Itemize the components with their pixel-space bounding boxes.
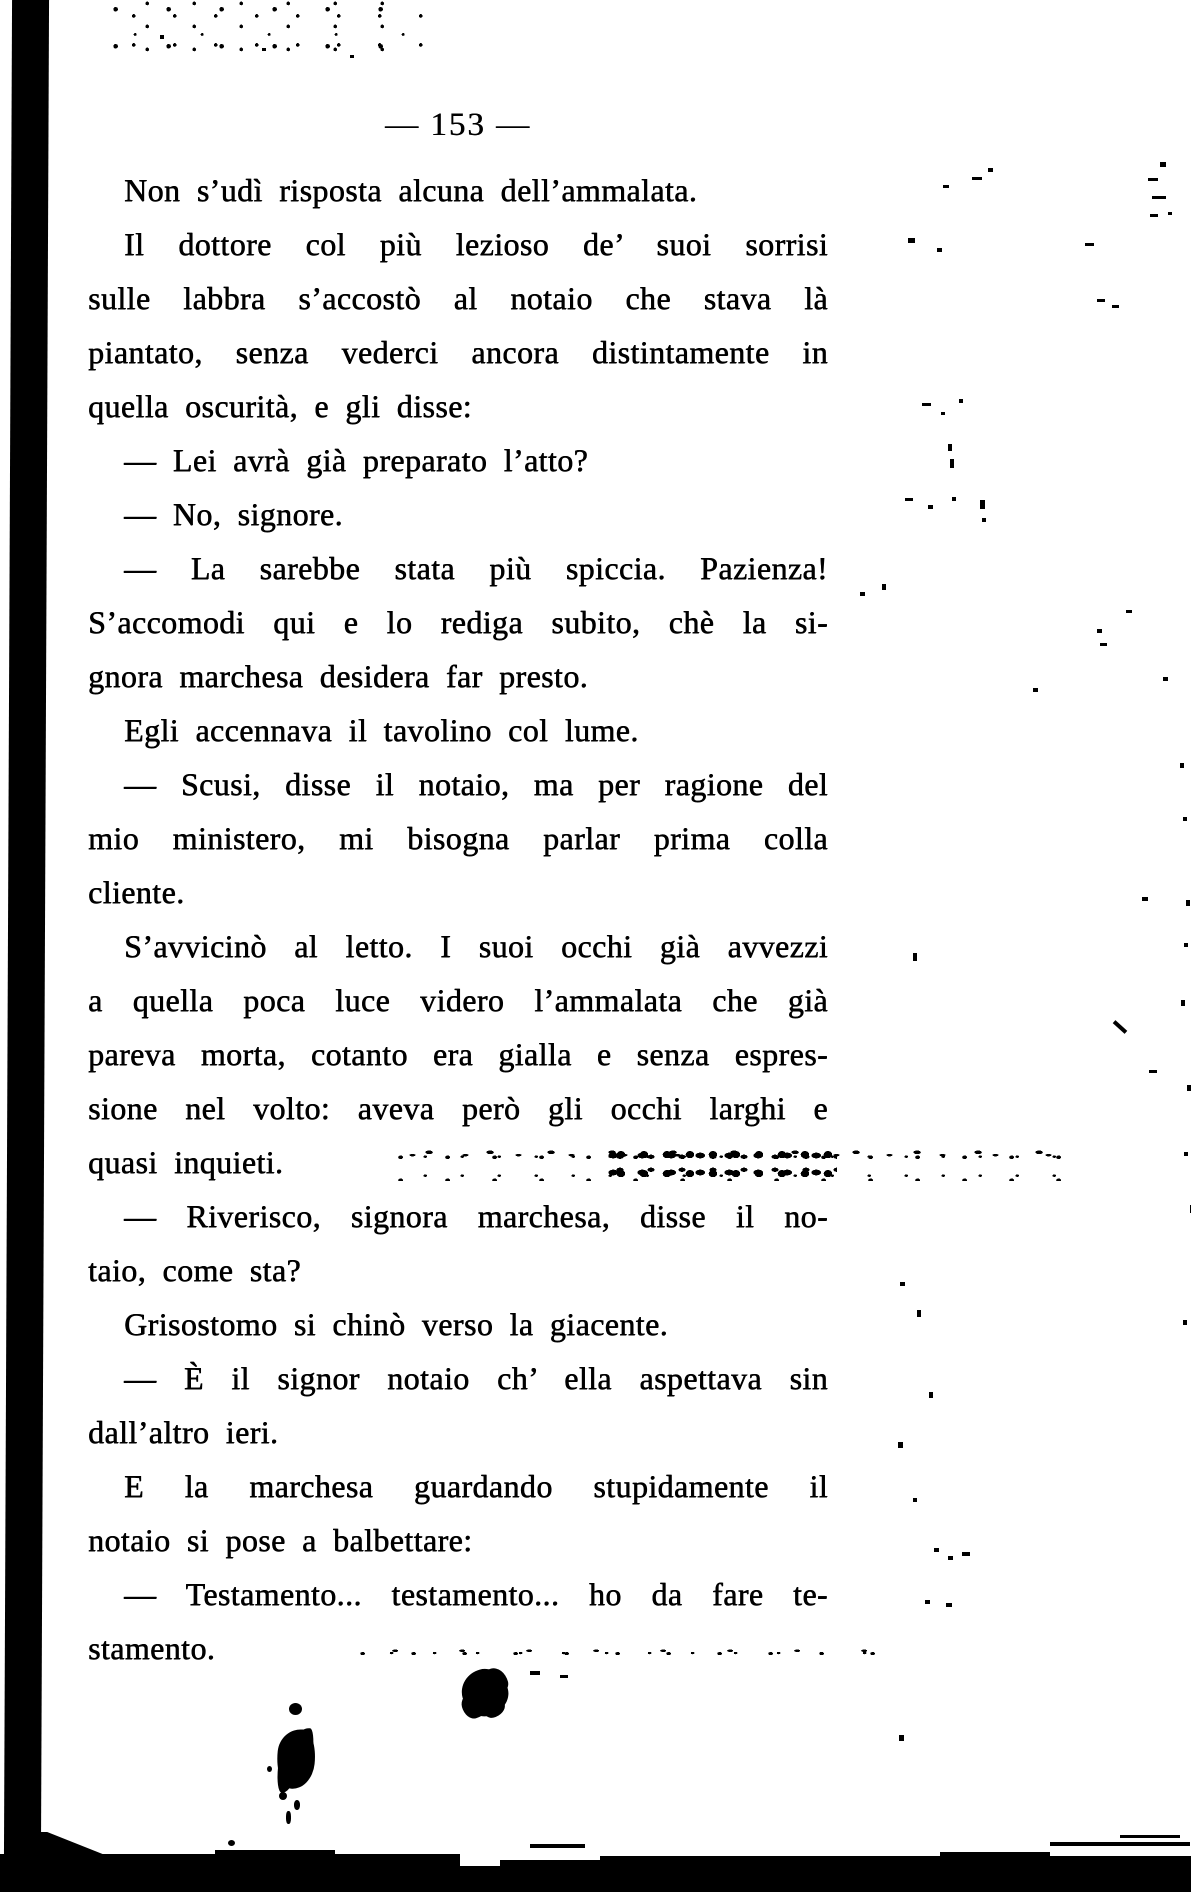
scan-speck	[972, 177, 982, 180]
scan-speck	[350, 55, 354, 58]
text-line: gnora marchesa desidera far presto.	[88, 658, 588, 694]
scan-speck	[962, 1552, 970, 1556]
scan-edge-streak	[745, 1858, 805, 1863]
scan-speck	[982, 518, 986, 522]
ink-smudge-after-stamento	[355, 1642, 875, 1668]
text-line: taio, come sta?	[88, 1252, 302, 1288]
scan-speck	[937, 248, 942, 252]
scan-speck	[913, 953, 917, 961]
text-line: — Lei avrà già preparato l’atto?	[124, 442, 589, 478]
scan-speck	[294, 1800, 300, 1810]
scan-speck	[1085, 243, 1094, 246]
text-line: E la marchesa guardando stupidamente il	[124, 1468, 828, 1504]
scan-speck	[913, 1498, 917, 1502]
scan-edge-streak	[600, 1856, 1191, 1868]
scan-edge-streak	[215, 1850, 335, 1855]
scan-speck	[941, 412, 945, 415]
scan-speck	[948, 444, 952, 451]
scan-speck	[925, 1600, 930, 1604]
scan-speck	[988, 168, 993, 172]
ink-blot-small	[274, 1727, 318, 1791]
ink-smudge-dense-patch	[606, 1147, 837, 1177]
scan-speck	[1183, 817, 1187, 821]
scan-speck	[228, 1840, 235, 1846]
scan-speck	[905, 498, 913, 501]
text-block	[88, 163, 828, 1675]
scan-speck	[1113, 1020, 1128, 1034]
scan-edge-streak	[940, 1852, 1050, 1857]
text-line: quasi inquieti.	[88, 1144, 284, 1180]
scan-speck	[1180, 763, 1184, 768]
scan-speck	[959, 399, 963, 403]
text-line: pareva morta, cotanto era gialla e senza espres-	[88, 1036, 828, 1072]
text-line: S’accomodi qui e lo rediga subito, chè la si-	[88, 604, 828, 640]
scan-speck	[908, 238, 915, 243]
text-line: stamento.	[88, 1630, 216, 1666]
text-line: S’avvicinò al letto. I suoi occhi già avvezzi	[124, 928, 828, 964]
scan-edge-streak	[1120, 1835, 1180, 1838]
scan-edge-streak	[0, 1866, 1191, 1892]
scan-speck	[898, 1442, 903, 1448]
scan-speck	[1148, 178, 1158, 181]
scan-speck	[946, 1603, 952, 1607]
scan-speck	[860, 592, 865, 596]
scan-speck	[1150, 214, 1158, 217]
scan-edge-streak	[345, 1856, 435, 1861]
text-line: sulle labbra s’accostò al notaio che stava là	[88, 280, 828, 316]
scan-speck	[1097, 629, 1102, 633]
scan-speck	[1097, 299, 1105, 302]
text-line: cliente.	[88, 874, 185, 910]
scan-speck	[160, 35, 164, 39]
scan-speck	[1142, 897, 1148, 901]
text-line: — Scusi, disse il notaio, ma per ragione del	[124, 766, 828, 802]
scan-speck	[882, 584, 886, 590]
text-line: notaio si pose a balbettare:	[88, 1522, 473, 1558]
scan-speck	[1186, 900, 1190, 906]
scan-speck	[262, 48, 266, 51]
text-line: — È il signor notaio ch’ ella aspettava sin	[124, 1360, 828, 1396]
scan-edge-streak	[530, 1844, 585, 1848]
scan-speck	[1184, 943, 1188, 947]
text-line: mio ministero, mi bisogna parlar prima colla	[88, 820, 828, 856]
scan-speck	[279, 1792, 287, 1800]
text-line: Non s’udì risposta alcuna dell’ammalata.	[124, 172, 698, 208]
scan-speck	[922, 403, 931, 406]
scan-speck	[934, 1548, 939, 1552]
scan-speck	[1183, 1320, 1187, 1325]
scan-speck	[899, 1735, 904, 1741]
scan-speck	[286, 1811, 291, 1824]
scan-speck	[900, 1282, 905, 1286]
scan-speck	[1112, 305, 1119, 308]
scan-edge-left-bar	[4, 0, 49, 1858]
scan-speck	[1149, 1070, 1157, 1073]
scan-speck	[1160, 162, 1166, 167]
text-line: Egli accennava il tavolino col lume.	[124, 712, 639, 748]
text-line: Grisostomo si chinò verso la giacente.	[124, 1306, 668, 1342]
text-line: a quella poca luce videro l’ammalata che già	[88, 982, 828, 1018]
text-line: Il dottore col più lezioso de’ suoi sorrisi	[124, 226, 828, 262]
scan-speck	[952, 497, 956, 501]
text-line: sione nel volto: aveva però gli occhi larghi e	[88, 1090, 828, 1126]
scan-speck	[943, 185, 949, 188]
text-line: — La sarebbe stata più spiccia. Pazienza!	[124, 550, 828, 586]
scan-speck	[1187, 1085, 1191, 1091]
scan-speck	[289, 1703, 302, 1715]
scan-speck	[980, 500, 985, 509]
scan-speck	[929, 1392, 933, 1398]
scan-speck	[560, 1675, 568, 1678]
scan-speck	[1184, 1152, 1188, 1156]
scan-speck	[917, 1310, 921, 1317]
scan-speck	[1100, 643, 1107, 646]
scan-edge-streak	[500, 1860, 730, 1870]
text-line: quella oscurità, e gli disse:	[88, 388, 472, 424]
scan-edge-streak	[1050, 1842, 1190, 1846]
scan-speck	[948, 1556, 953, 1560]
scan-speck	[1152, 196, 1166, 199]
ink-smudge-after-inquieti	[395, 1143, 1075, 1181]
scan-speck	[928, 505, 933, 509]
text-line: — Riverisco, signora marchesa, disse il no-	[124, 1198, 828, 1234]
page-number: — 153 —	[385, 107, 531, 143]
text-line: — No, signore.	[124, 496, 343, 532]
scan-speck	[1126, 610, 1132, 613]
scan-speck	[530, 1671, 540, 1675]
scan-speck	[1163, 677, 1168, 681]
scan-speck	[1181, 1000, 1185, 1006]
text-line: dall’altro ieri.	[88, 1414, 279, 1450]
scan-speck	[1168, 212, 1172, 215]
scan-speck	[1033, 688, 1038, 692]
text-line: piantato, senza vederci ancora distintamente in	[88, 334, 828, 370]
scan-speck	[950, 459, 954, 468]
scan-speck	[267, 1766, 272, 1772]
text-line: — Testamento... testamento... ho da fare te-	[124, 1576, 828, 1612]
scan-edge-left-foot	[8, 1832, 148, 1872]
